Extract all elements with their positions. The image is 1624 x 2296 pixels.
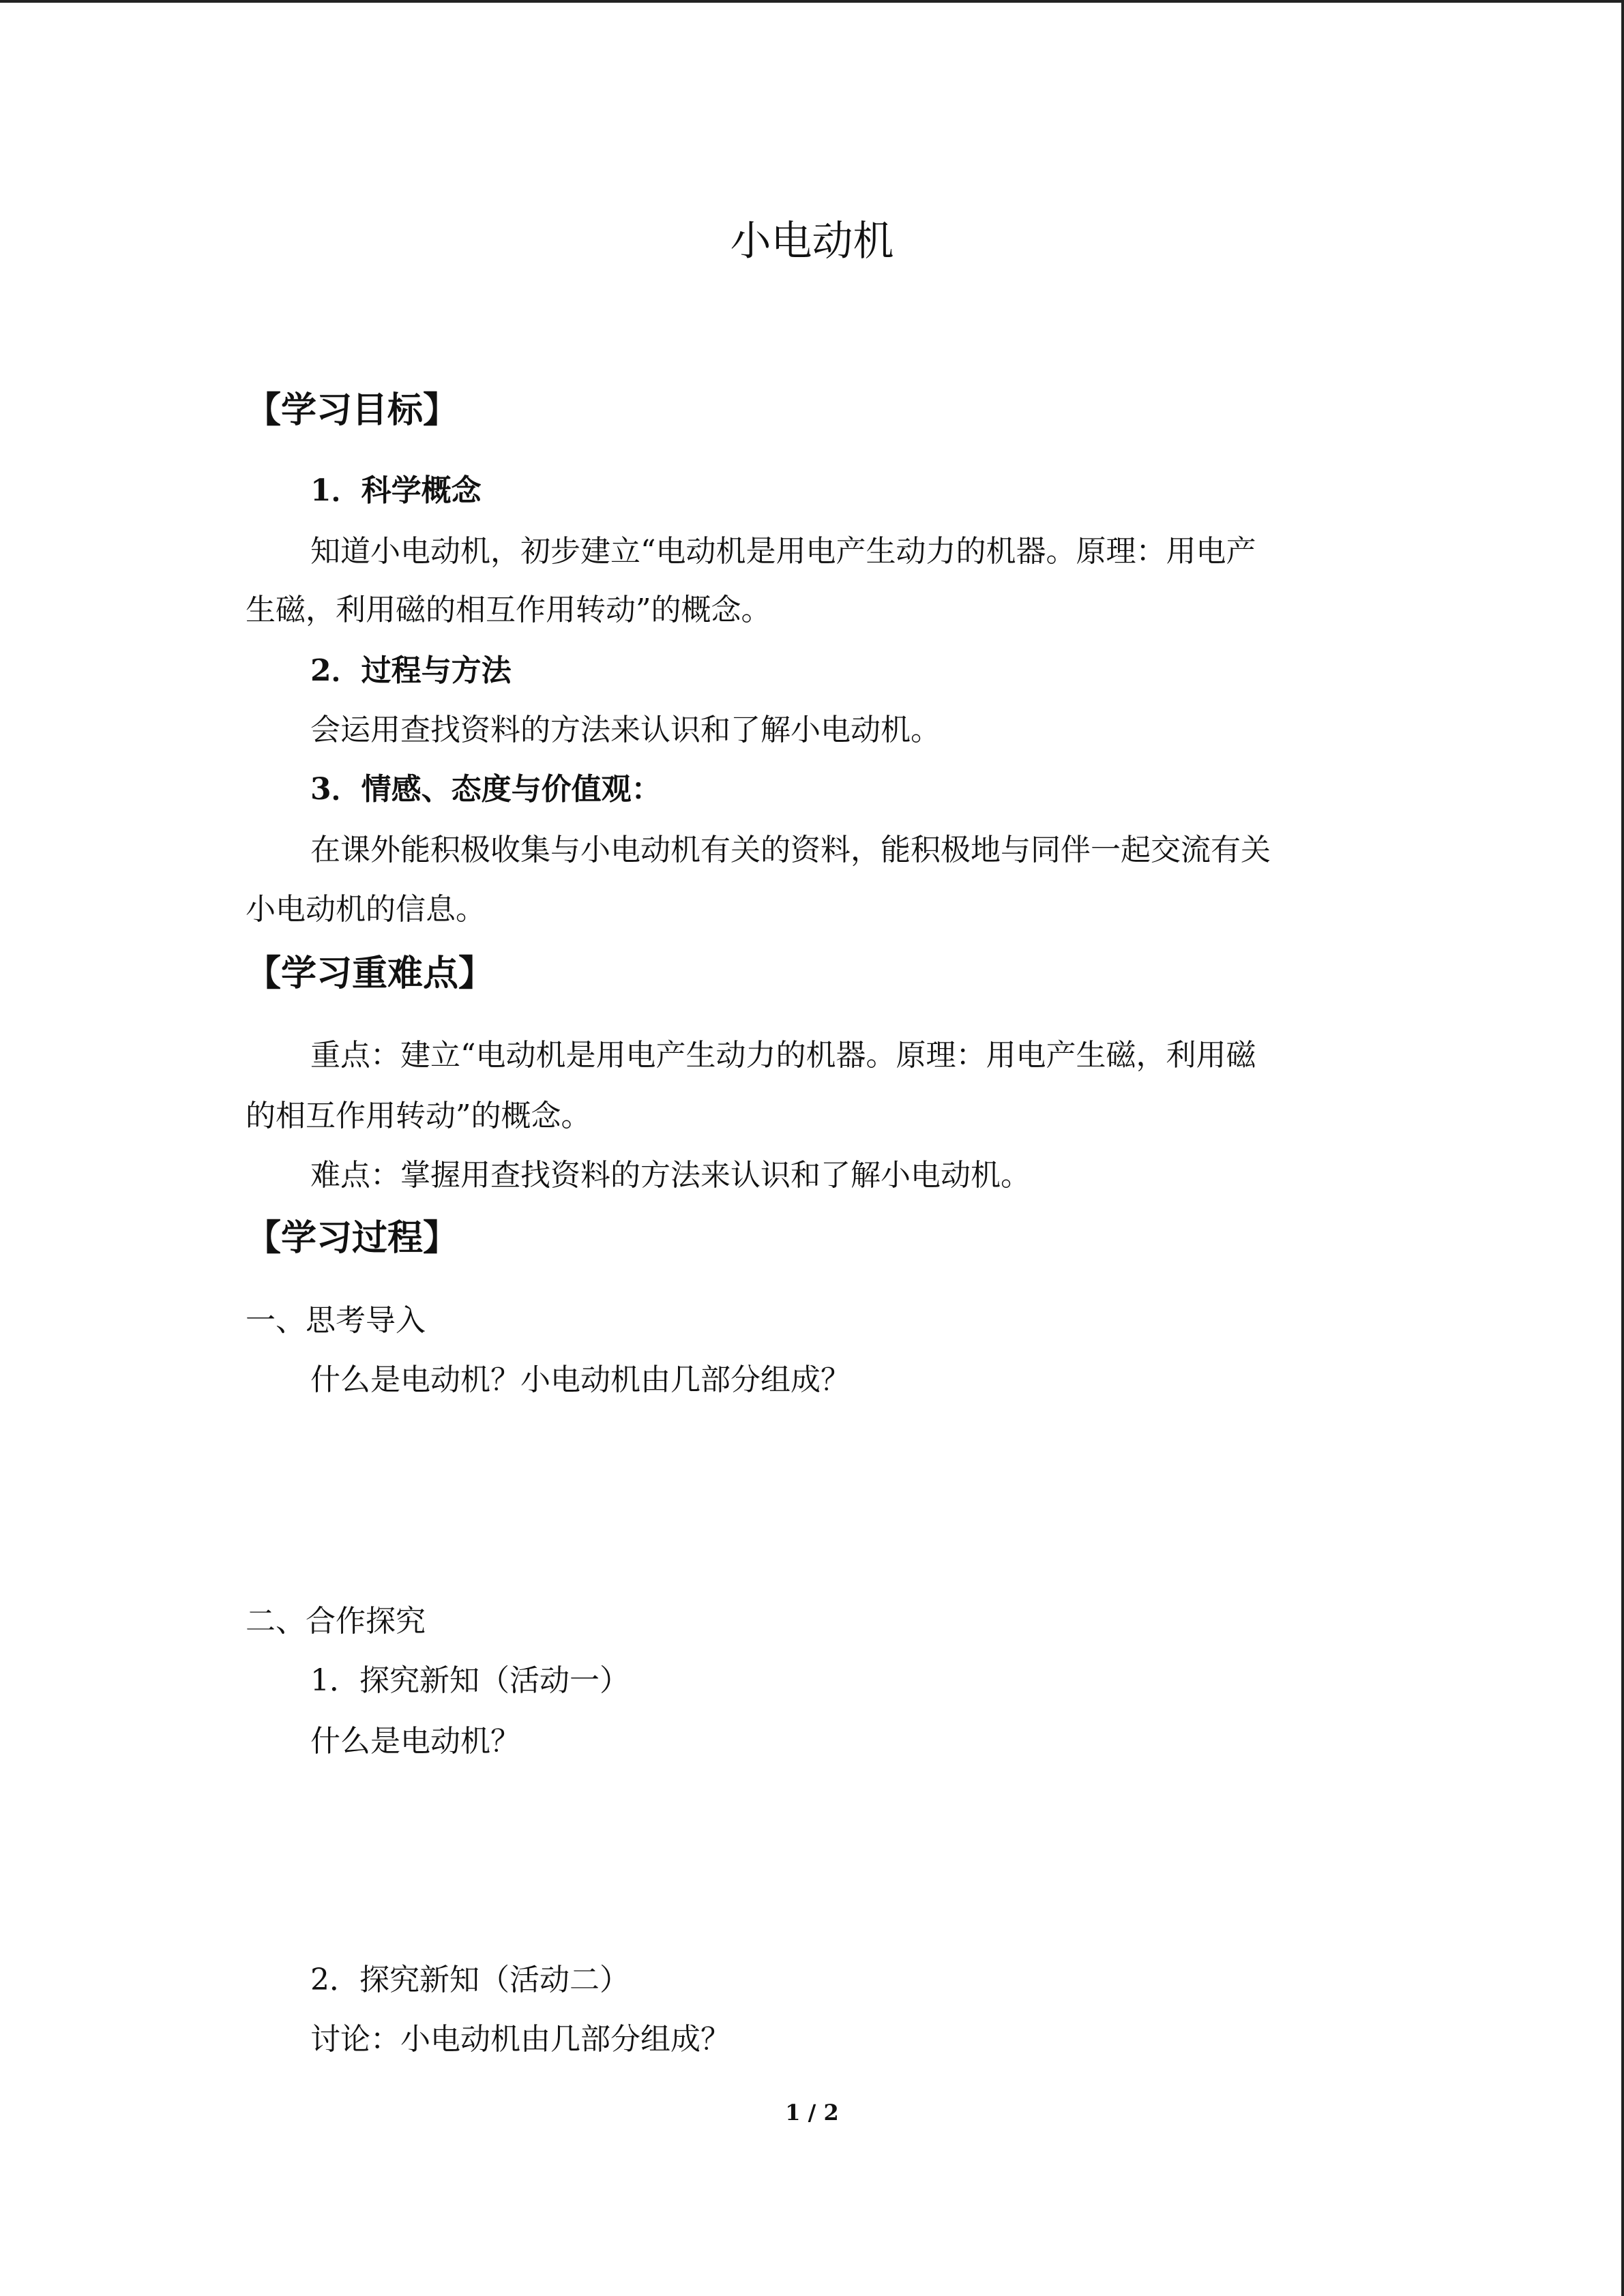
activity-2-title: 2．探究新知（活动二） xyxy=(310,1963,630,1997)
goal-item-3-title: 3．情感、态度与价值观： xyxy=(310,772,662,807)
part-1-title: 一、思考导入 xyxy=(246,1303,426,1338)
page-border-right xyxy=(1621,0,1624,2296)
activity-1-title: 1．探究新知（活动一） xyxy=(310,1663,630,1698)
goal-item-1-text-line1: 知道小电动机，初步建立“电动机是用电产生动力的机器。原理：用电产 xyxy=(310,534,1256,569)
difficulty-text: 难点：掌握用查找资料的方法来认识和了解小电动机。 xyxy=(310,1158,1031,1193)
part-2-title: 二、合作探究 xyxy=(246,1604,426,1639)
goal-item-3-text-line1: 在课外能积极收集与小电动机有关的资料，能积极地与同伴一起交流有关 xyxy=(310,833,1271,867)
section-heading-key-points: 【学习重难点】 xyxy=(246,953,494,994)
focus-text-line2: 的相互作用转动”的概念。 xyxy=(246,1099,591,1133)
goal-item-2-text: 会运用查找资料的方法来认识和了解小电动机。 xyxy=(310,713,941,747)
page-title: 小电动机 xyxy=(730,218,894,265)
goal-item-1-text-line2: 生磁，利用磁的相互作用转动”的概念。 xyxy=(246,593,771,627)
focus-text-line1: 重点：建立“电动机是用电产生动力的机器。原理：用电产生磁，利用磁 xyxy=(310,1038,1256,1073)
section-heading-goals: 【学习目标】 xyxy=(246,390,459,431)
activity-1-question: 什么是电动机？ xyxy=(310,1724,520,1759)
page-border-top xyxy=(0,0,1624,3)
activity-2-question: 讨论：小电动机由几部分组成？ xyxy=(310,2022,730,2057)
goal-item-2-title: 2．过程与方法 xyxy=(310,653,512,688)
page-number: 1 / 2 xyxy=(785,2100,839,2126)
goal-item-3-text-line2: 小电动机的信息。 xyxy=(246,892,486,927)
section-heading-process: 【学习过程】 xyxy=(246,1218,459,1259)
goal-item-1-title: 1．科学概念 xyxy=(310,473,482,508)
part-1-question: 什么是电动机？小电动机由几部分组成？ xyxy=(310,1362,851,1397)
